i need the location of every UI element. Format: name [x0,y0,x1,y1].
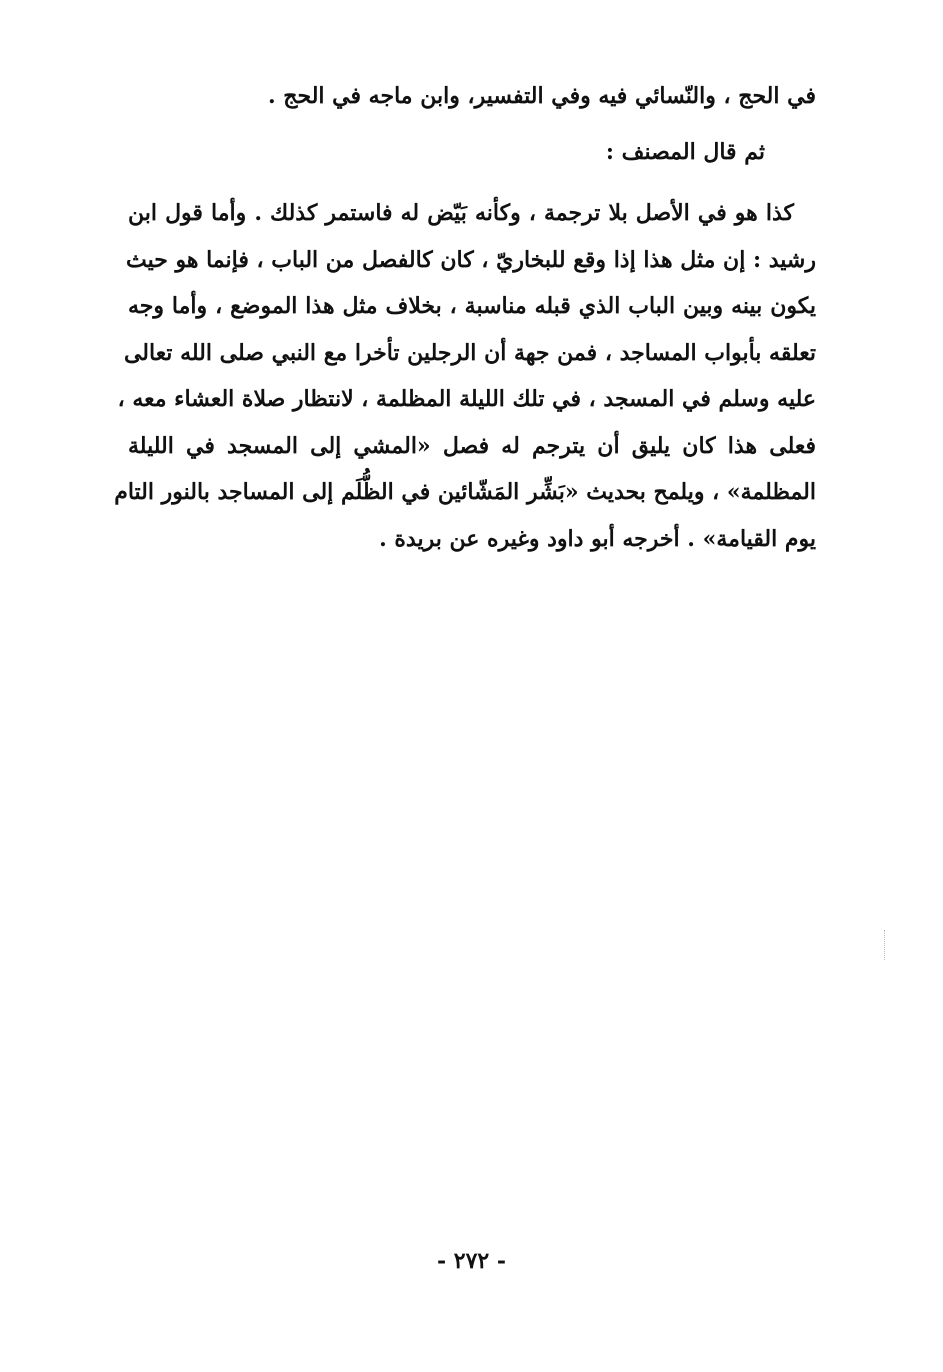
text-line: تعلقه بأبواب المساجد ، فمن جهة أن الرجلين تأخرا مع النبي صلى الله تعالى [123,339,816,366]
text-line: كذا هو في الأصل بلا ترجمة ، وكأنه بَيّض له فاستمر كذلك . وأما قول ابن [128,200,794,226]
intro-paragraph [128,72,816,120]
text-line: يكون بينه وبين الباب الذي قبله مناسبة ، بخلاف مثل هذا الموضع ، وأما وجه [128,293,816,319]
section-heading: ثم قال المصنف : [605,139,765,165]
text-line: عليه وسلم في المسجد ، في تلك الليلة المظلمة ، لانتظار صلاة العشاء معه ، [117,386,816,412]
text-line: يوم القيامة» . أخرجه أبو داود وغيره عن بريدة . [379,525,816,552]
commentary-paragraph [114,190,816,562]
text-line: فعلى هذا كان يليق أن يترجم له فصل «المشي إلى المسجد في الليلة [128,432,816,459]
page-number: - ٢٧٢ - [436,1248,507,1274]
text-line: رشيد : إن مثل هذا إذا وقع للبخاريّ ، كان كالفصل من الباب ، فإنما هو حيث [125,246,816,273]
text-line: المظلمة» ، ويلمح بحديث «بَشِّر المَشّائين في الظُّلَم إلى المساجد بالنور التام [114,479,816,505]
text-line: في الحج ، والنّسائي فيه وفي التفسير، وابن ماجه في الحج . [267,83,816,109]
scan-margin-mark [884,930,887,960]
